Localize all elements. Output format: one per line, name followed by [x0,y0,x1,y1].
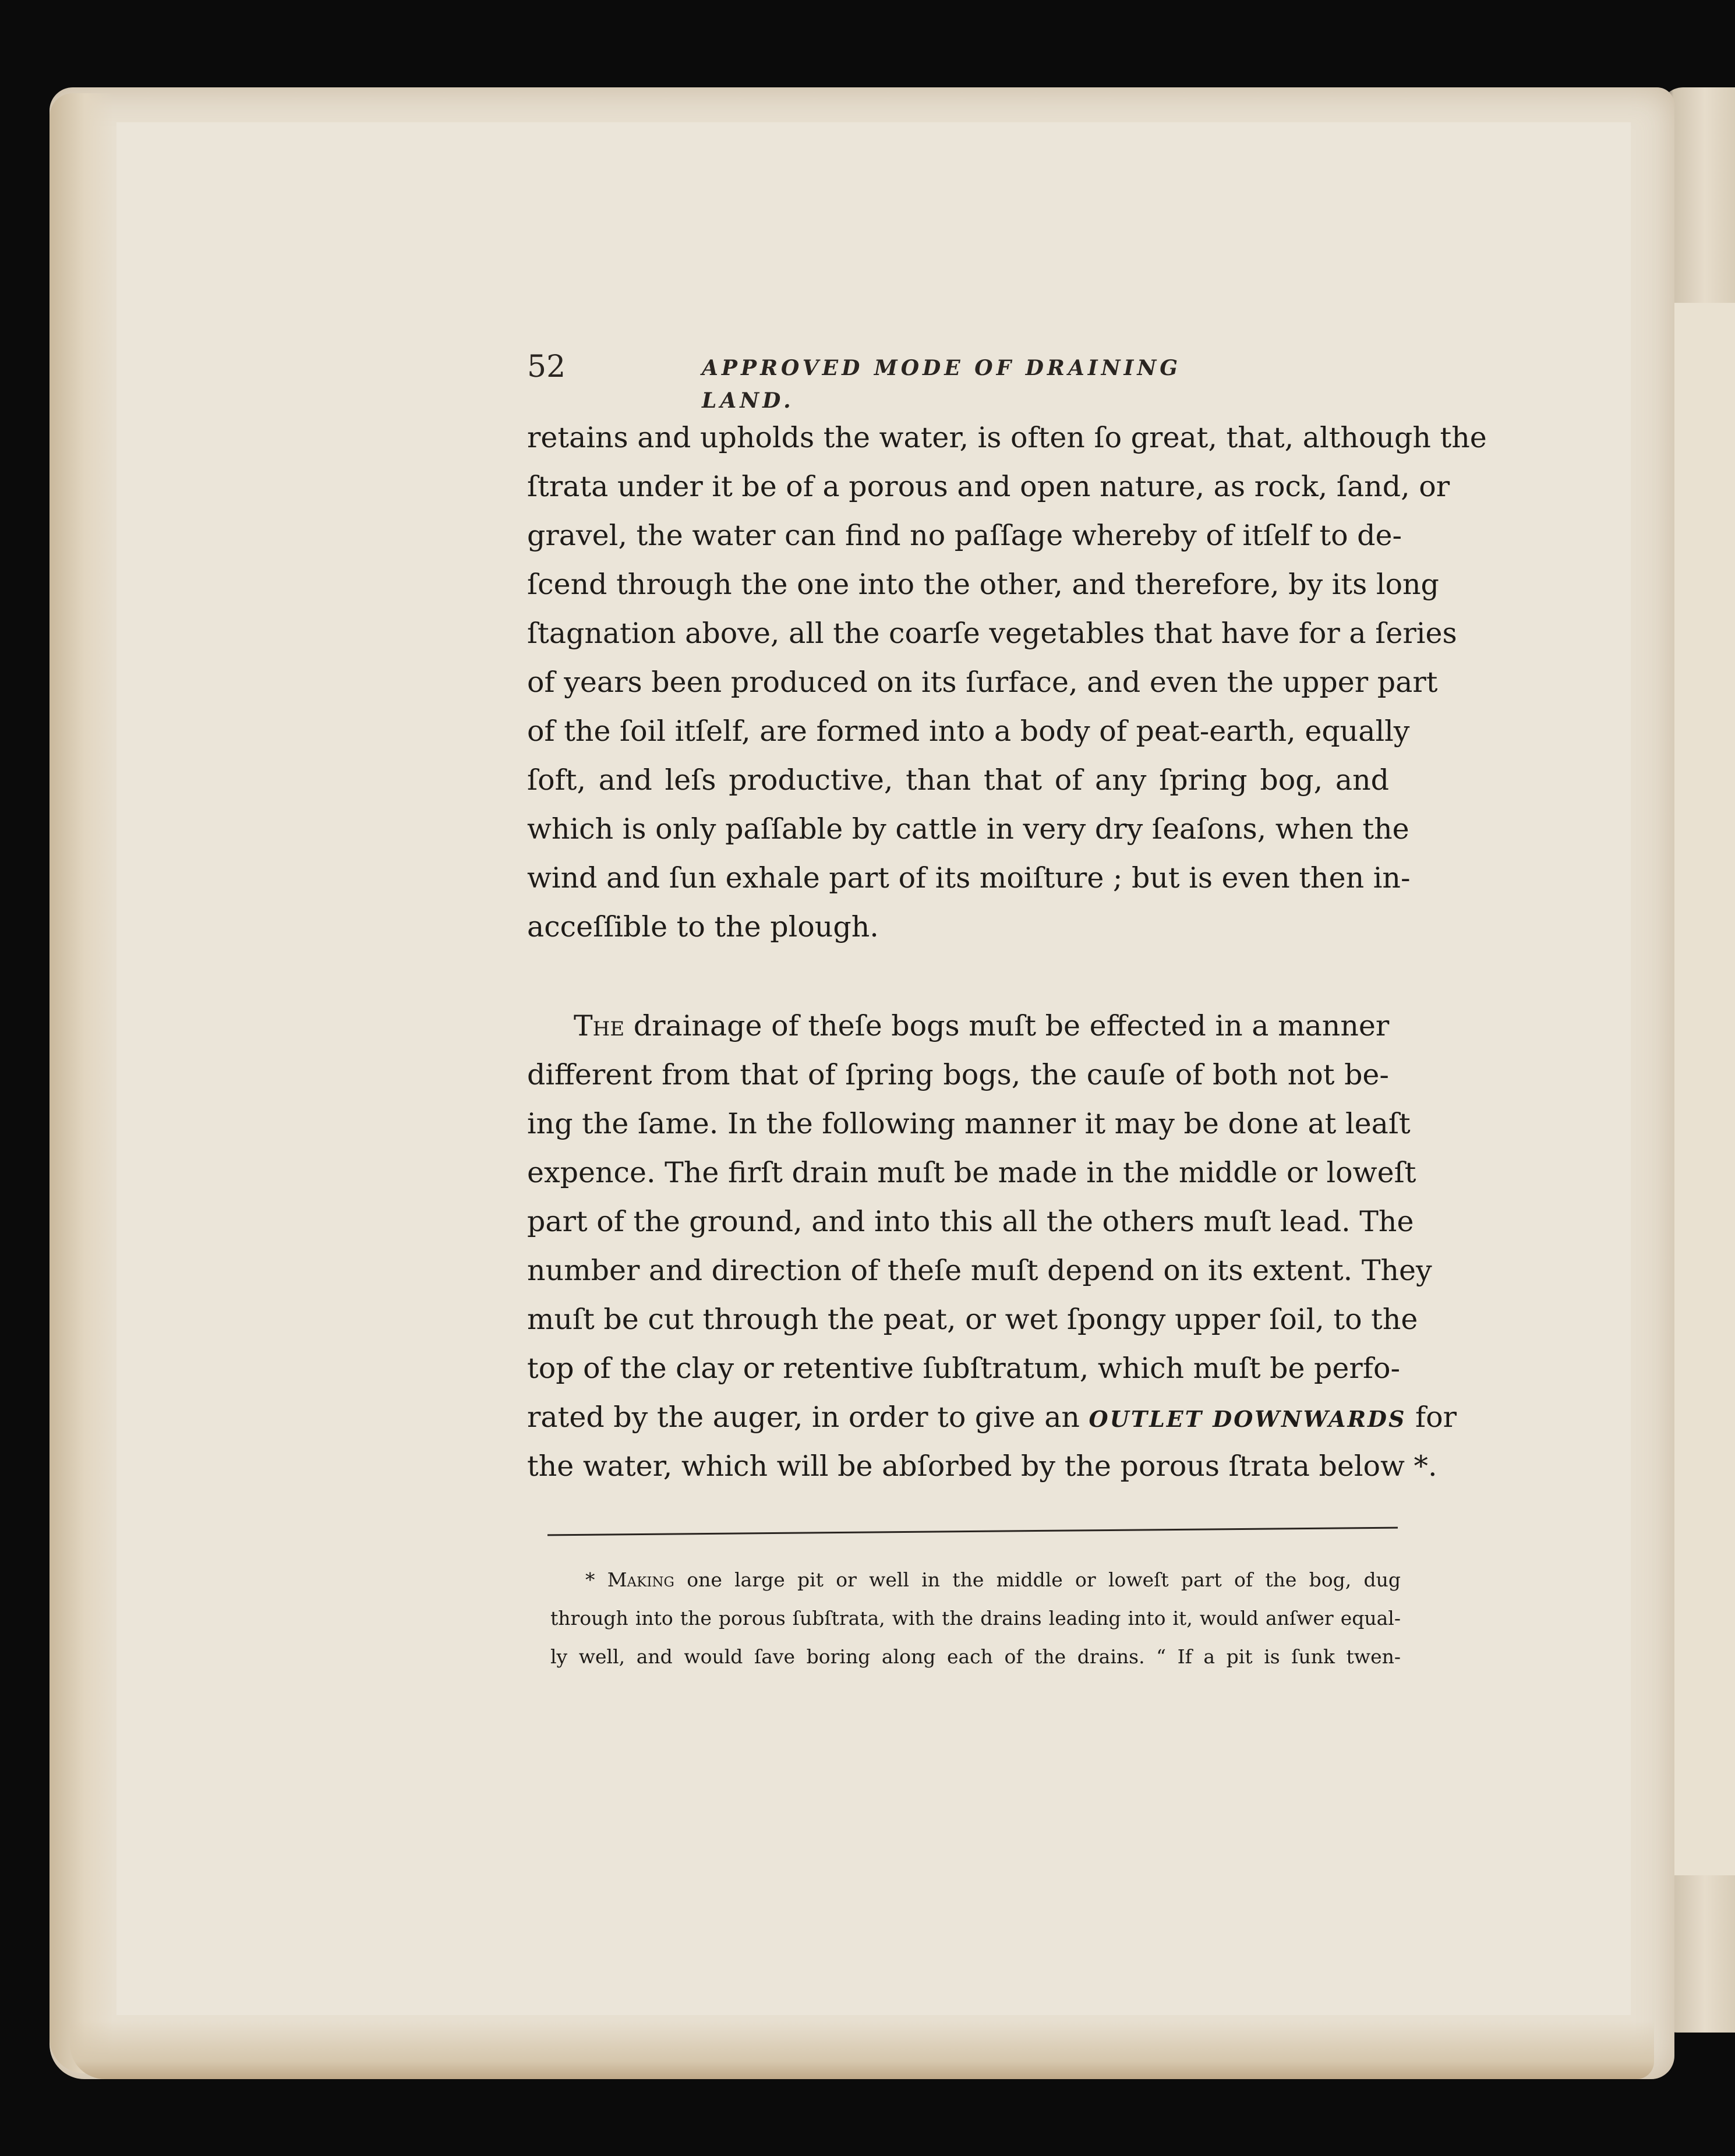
text-line: top of the clay or retentive ſubſtratum, which muſt be perfo- [527,1352,1401,1385]
text-line: ſoft, and leſs productive, than that of any ſpring bog, and [527,764,1389,797]
text-line: of the ſoil itſelf, are formed into a body of peat-earth, equally [527,715,1410,748]
text-run: rated by the auger, in order to give an [527,1401,1089,1434]
emphasis-phrase: OUTLET DOWNWARDS [1089,1406,1407,1432]
text-run: one large pit or well in the middle or loweſt part of the bog, dug [674,1568,1401,1591]
text-line: different from that of ſpring bogs, the cauſe of both not be- [527,1058,1389,1091]
text-line: the water, which will be abſorbed by the porous ſtrata below *. [527,1450,1437,1483]
footnote-line: ly well, and would ſave boring along each of the drains. “ If a pit is ſunk twen- [550,1645,1401,1668]
page-bottom-edge [70,2021,1654,2079]
text-line: gravel, the water can find no paſſage whereby of itſelf to de- [527,519,1402,552]
text-line: ing the ſame. In the following manner it may be done at leaſt [527,1107,1411,1140]
text-line: acceſſible to the plough. [527,910,879,943]
text-line: of years been produced on its ſurface, and even the upper part [527,666,1438,699]
lead-word: The [574,1009,625,1042]
text-line: expence. The firſt drain muſt be made in the middle or loweſt [527,1156,1416,1189]
text-line: number and direction of theſe muſt depend on its extent. They [527,1254,1432,1287]
adjacent-page-face [1670,303,1735,1875]
text-run: drainage of theſe bogs muſt be effected in a manner [624,1009,1390,1042]
text-line: which is only paſſable by cattle in very dry ſeaſons, when the [527,812,1409,846]
text-line: wind and ſun exhale part of its moiſture ; but is even then in- [527,861,1411,895]
running-head [527,349,1232,413]
footnote-line [550,1561,1401,1599]
text-line: muſt be cut through the peat, or wet ſpongy upper ſoil, to the [527,1303,1418,1336]
footnote [550,1561,1401,1676]
page-number: 52 [527,349,566,384]
text-line: ſtrata under it be of a porous and open nature, as rock, ſand, or [527,470,1450,503]
footnote-line: through into the porous ſubſtrata, with the drains leading into it, would anſwer equal- [550,1607,1401,1630]
page-left-edge [50,93,114,2073]
text-line [527,1393,1457,1442]
text-line [527,1002,1389,1051]
lead-word: Making [607,1568,674,1591]
text-run: for [1406,1401,1457,1434]
paragraph-2 [527,1002,1457,1491]
running-head-title: APPROVED MODE OF DRAINING LAND. [702,356,1181,413]
footnote-marker: * [585,1568,607,1591]
text-line: part of the ground, and into this all the others muſt lead. The [527,1205,1414,1238]
text-line: ſcend through the one into the other, and therefore, by its long [527,568,1439,601]
text-line: ſtagnation above, all the coarſe vegetables that have for a ſeries [527,617,1457,650]
paragraph-1 [527,413,1487,952]
text-line: retains and upholds the water, is often ſo great, that, although the [527,421,1487,454]
